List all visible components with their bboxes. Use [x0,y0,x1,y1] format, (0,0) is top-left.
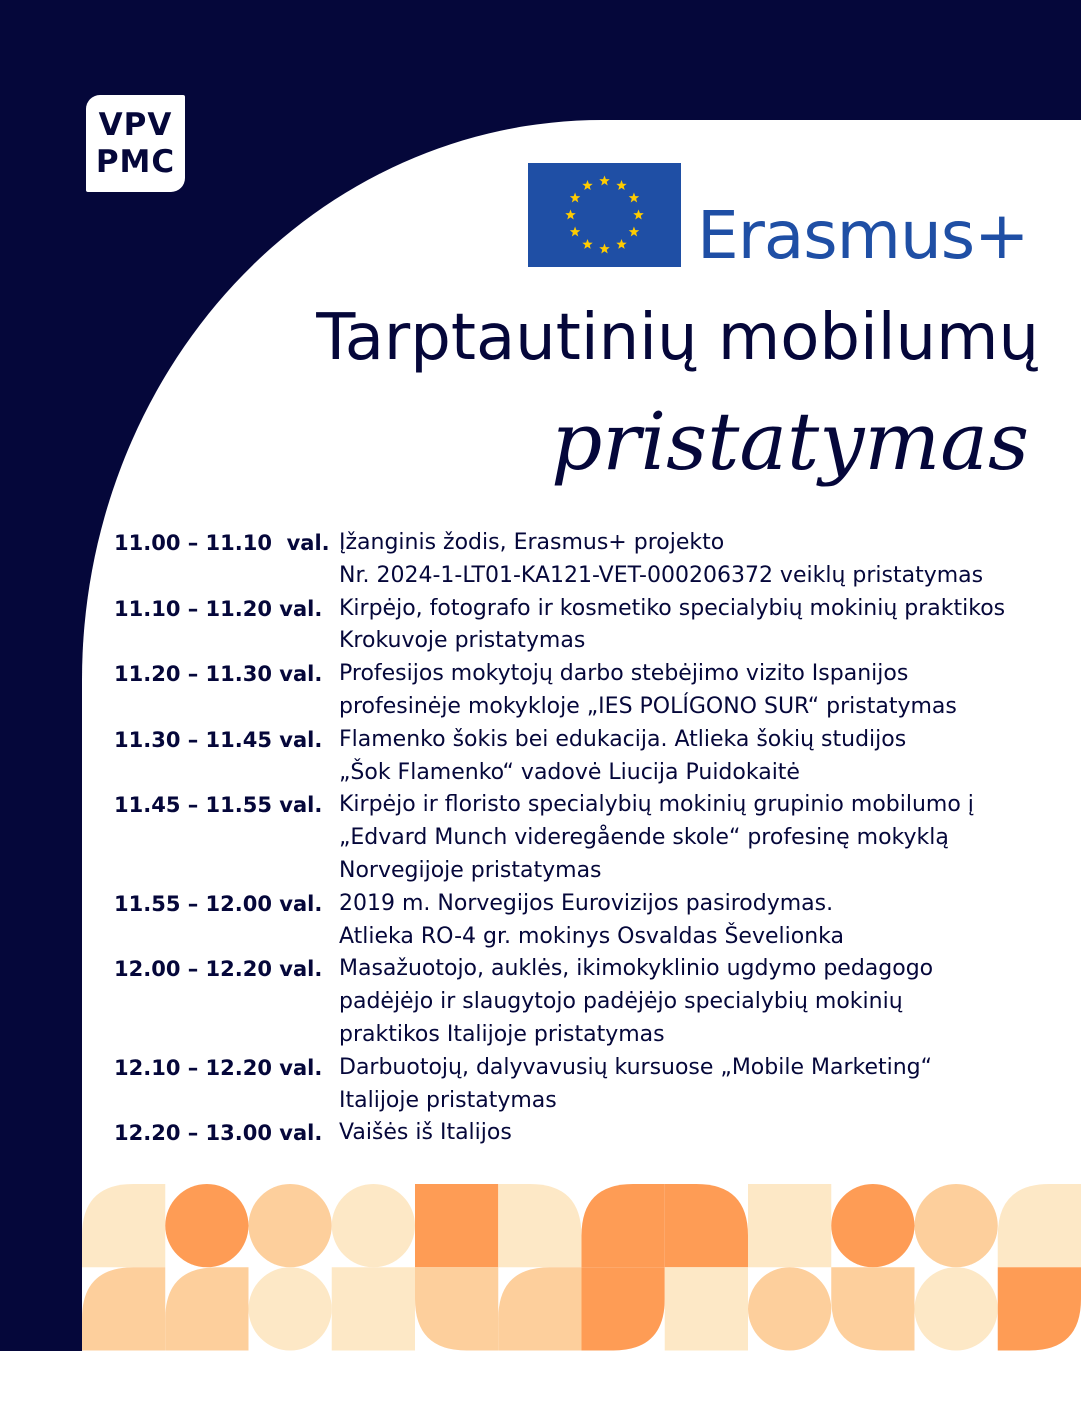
eu-star-icon [570,193,580,203]
pattern-tile [831,1267,914,1350]
schedule-time: 12.00 – 12.20 val. [114,957,323,982]
schedule-time: 11.30 – 11.45 val. [114,727,323,752]
pattern-tile [82,1184,165,1267]
logo-line-1: VPV [98,106,173,143]
pattern-tile [332,1184,415,1267]
eu-star-icon [570,227,580,237]
pattern-tile [665,1267,748,1350]
pattern-tile [582,1184,665,1267]
pattern-tile [165,1267,248,1350]
schedule-description: Įžanginis žodis, Erasmus+ projekto Nr. 2024-1-LT01-KA121-VET-000206372 veiklų pristatymas [339,530,984,588]
eu-star-icon [565,210,575,220]
eu-star-icon [629,193,639,203]
pattern-tile [249,1267,332,1350]
pattern-tile [665,1184,748,1267]
schedule-description: Profesijos mokytojų darbo stebėjimo vizito Ispanijos profesinėje mokykloje „IES POLÍGONO SUR“ pristatymas [339,661,957,719]
pattern-tile [748,1184,831,1267]
schedule-description: Kirpėjo, fotografo ir kosmetiko specialybių mokinių praktikos Krokuvoje pristatymas [339,595,1006,654]
schedule-time: 11.00 – 11.10 val. [114,531,330,555]
pattern-tile [415,1267,498,1350]
schedule-description: Kirpėjo ir floristo specialybių mokinių grupinio mobilumo į „Edvard Munch videregående skole“ profesinę mokyklą Norvegijoje pristatymas [339,792,974,883]
page-title: Tarptautinių mobilumų [316,301,1039,375]
pattern-tile [249,1184,332,1267]
schedule-row [114,527,1064,593]
pattern-tile [915,1184,998,1267]
schedule-time: 12.10 – 12.20 val. [114,1055,323,1080]
pattern-tile [498,1184,581,1267]
schedule-time: 11.45 – 11.55 val. [114,793,323,818]
schedule-row [114,1052,1064,1118]
schedule-time: 11.55 – 12.00 val. [114,891,323,916]
schedule-time: 11.10 – 11.20 val. [114,596,323,621]
pattern-tile [998,1267,1081,1350]
schedule-row [114,953,1064,1051]
schedule-row [114,593,1064,659]
schedule-row [114,1117,1064,1150]
schedule-row [114,724,1064,790]
eu-star-icon [629,227,639,237]
schedule-description: Vaišės iš Italijos [339,1120,512,1146]
eu-star-icon [599,244,609,254]
eu-star-icon [582,180,592,190]
pattern-tile [998,1184,1081,1267]
eu-star-icon [616,239,626,249]
pattern-tile [165,1184,248,1267]
schedule-description: Flamenko šokis bei edukacija. Atlieka šokių studijos „Šok Flamenko“ vadovė Liucija Puidokaitė [339,726,907,785]
eu-star-icon [582,239,592,249]
decorative-pattern [82,1184,1081,1351]
eu-flag-icon [528,163,681,267]
eu-star-icon [633,210,643,220]
pattern-tile [831,1184,914,1267]
schedule-row [114,658,1064,724]
pattern-tile [582,1267,665,1350]
schedule-row [114,888,1064,954]
schedule-time: 11.20 – 11.30 val. [114,662,323,687]
pattern-tile [415,1184,498,1267]
schedule-row [114,789,1064,887]
eu-star-icon [599,176,609,186]
pattern-tile [332,1267,415,1350]
schedule-description: 2019 m. Norvegijos Eurovizijos pasirodymas. Atlieka RO-4 gr. mokinys Osvaldas Ševelionka [339,890,844,949]
erasmus-plus-wordmark: Erasmus+ [697,197,1029,274]
logo-line-2: PMC [95,143,176,180]
schedule-description: Masažuotojo, auklės, ikimokyklinio ugdymo pedagogo padėjėjo ir slaugytojo padėjėjo specialybių mokinių praktikos Italijoje pristatymas [339,956,934,1047]
schedule-list [114,527,1064,1150]
pattern-tile [498,1267,581,1350]
pattern-tile [915,1267,998,1350]
page-subtitle: pristatymas [551,395,1029,488]
pattern-tile [82,1267,165,1350]
pattern-tile [748,1267,831,1350]
schedule-description: Darbuotojų, dalyvavusių kursuose „Mobile Marketing“ Italijoje pristatymas [339,1054,933,1113]
vpv-pmc-logo [86,95,185,192]
schedule-time: 12.20 – 13.00 val. [114,1121,323,1146]
eu-star-icon [616,180,626,190]
